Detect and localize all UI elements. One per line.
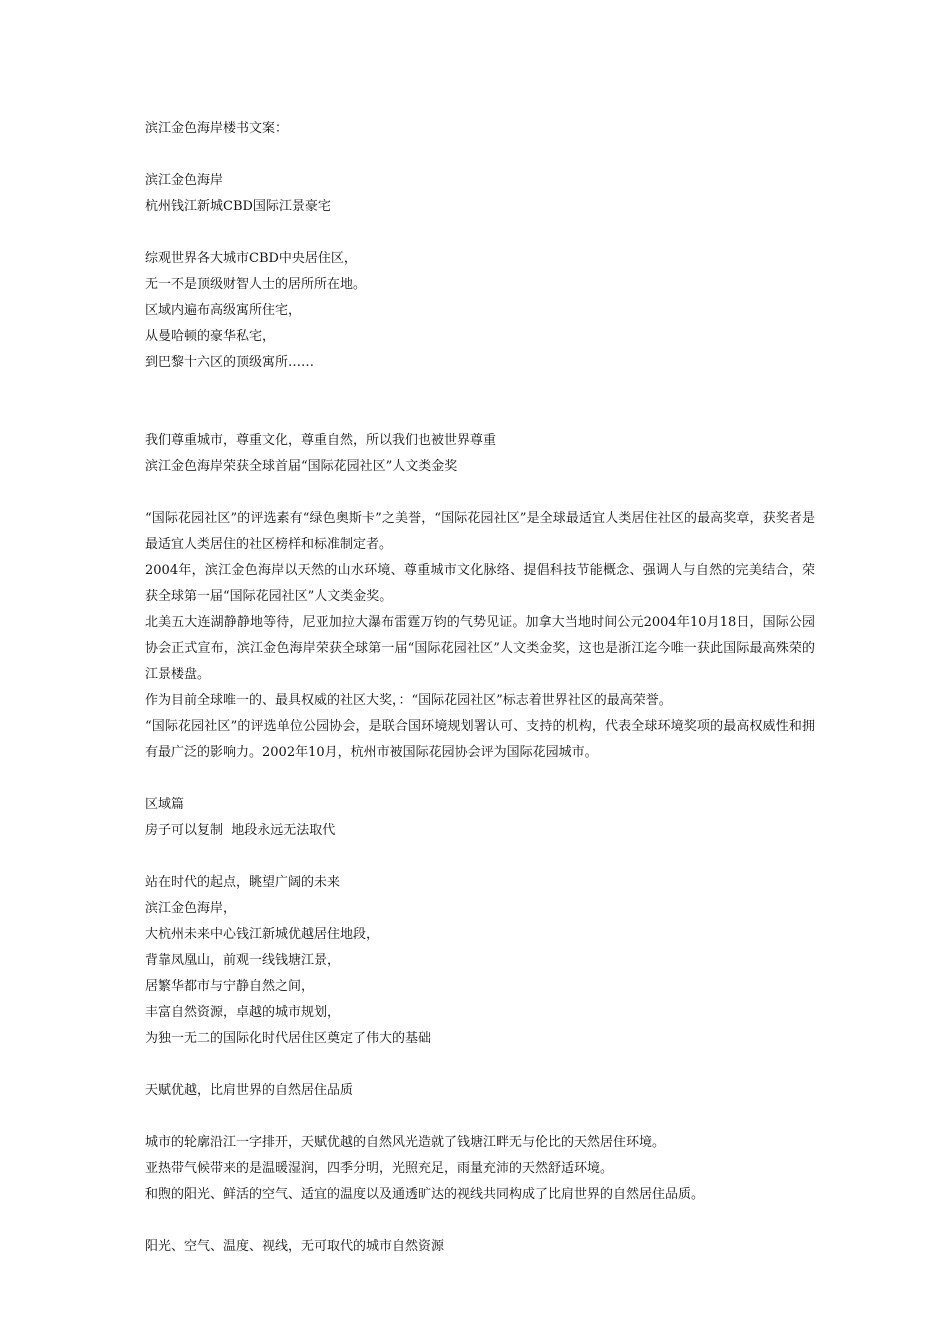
region-line: 背靠凤凰山，前观一线钱塘江景， [145,953,341,968]
nature-line: 和煦的阳光、鲜活的空气、适宜的温度以及通透旷达的视线共同构成了比肩世界的自然居住品质。 [145,1187,705,1202]
spacer [145,480,815,506]
award-paragraph: “国际花园社区”的评选单位公园协会，是联合国环境规划署认可、支持的机构，代表全球环境奖项的最高权威性和拥有最广泛的影响力。2002年10月，杭州市被国际花园协会评为国际花园城市。 [145,719,815,760]
spacer [145,844,815,870]
region-subheading: 房子可以复制 地段永远无法取代 [145,823,336,838]
spacer [145,376,815,428]
award-heading: 我们尊重城市，尊重文化，尊重自然，所以我们也被世界尊重 [145,433,497,448]
brand-name: 滨江金色海岸 [145,173,224,188]
spacer [145,220,815,246]
spacer [145,1208,815,1234]
award-paragraph: 北美五大连湖静静地等待，尼亚加拉大瀑布雷霆万钧的气势见证。加拿大当地时间公元2004年10月18日，国际公园协会正式宣布，滨江金色海岸荣获全球第一届“国际花园社区”人文类金奖，这也是浙江迄今唯一获此国际最高殊荣的江景楼盘。 [145,615,815,682]
spacer [145,1052,815,1078]
brand-tagline: 杭州钱江新城CBD国际江景豪宅 [145,199,331,214]
nature-heading: 天赋优越，比肩世界的自然居住品质 [145,1083,354,1098]
intro-line: 区域内遍布高级寓所住宅， [145,303,302,318]
region-line: 居繁华都市与宁静自然之间， [145,979,315,994]
intro-line: 从曼哈顿的豪华私宅， [145,329,276,344]
region-line: 为独一无二的国际化时代居住区奠定了伟大的基础 [145,1031,432,1046]
intro-line: 到巴黎十六区的顶级寓所…… [145,355,315,370]
region-line: 滨江金色海岸， [145,901,237,916]
award-paragraph: “国际花园社区”的评选素有“绿色奥斯卡”之美誉，“国际花园社区”是全球最适宜人类居住社区的最高奖章，获奖者是最适宜人类居住的社区榜样和标准制定者。 [145,511,815,552]
region-line: 大杭州未来中心钱江新城优越居住地段， [145,927,380,942]
intro-line: 综观世界各大城市CBD中央居住区， [145,251,357,266]
intro-line: 无一不是顶级财智人士的居所所在地。 [145,277,367,292]
region-line: 丰富自然资源，卓越的城市规划， [145,1005,341,1020]
spacer [145,142,815,168]
document-page [145,116,815,1260]
spacer [145,1104,815,1130]
region-heading: 区域篇 [145,797,185,812]
award-paragraph: 作为目前全球唯一的、最具权威的社区大奖，：“国际花园社区”标志着世界社区的最高荣誉。 [145,693,672,708]
award-subheading: 滨江金色海岸荣获全球首届“国际花园社区”人文类金奖 [145,459,458,474]
nature-line: 城市的轮廓沿江一字排开，天赋优越的自然风光造就了钱塘江畔无与伦比的天然居住环境。 [145,1135,666,1150]
nature-closing: 阳光、空气、温度、视线，无可取代的城市自然资源 [145,1239,445,1254]
region-line: 站在时代的起点，眺望广阔的未来 [145,875,341,890]
spacer [145,766,815,792]
document-title: 滨江金色海岸楼书文案： [145,121,289,136]
award-paragraph: 2004年，滨江金色海岸以天然的山水环境、尊重城市文化脉络、提倡科技节能概念、强调人与自然的完美结合，荣获全球第一届“国际花园社区”人文类金奖。 [145,563,815,604]
nature-line: 亚热带气候带来的是温暖湿润，四季分明，光照充足，雨量充沛的天然舒适环境。 [145,1161,614,1176]
